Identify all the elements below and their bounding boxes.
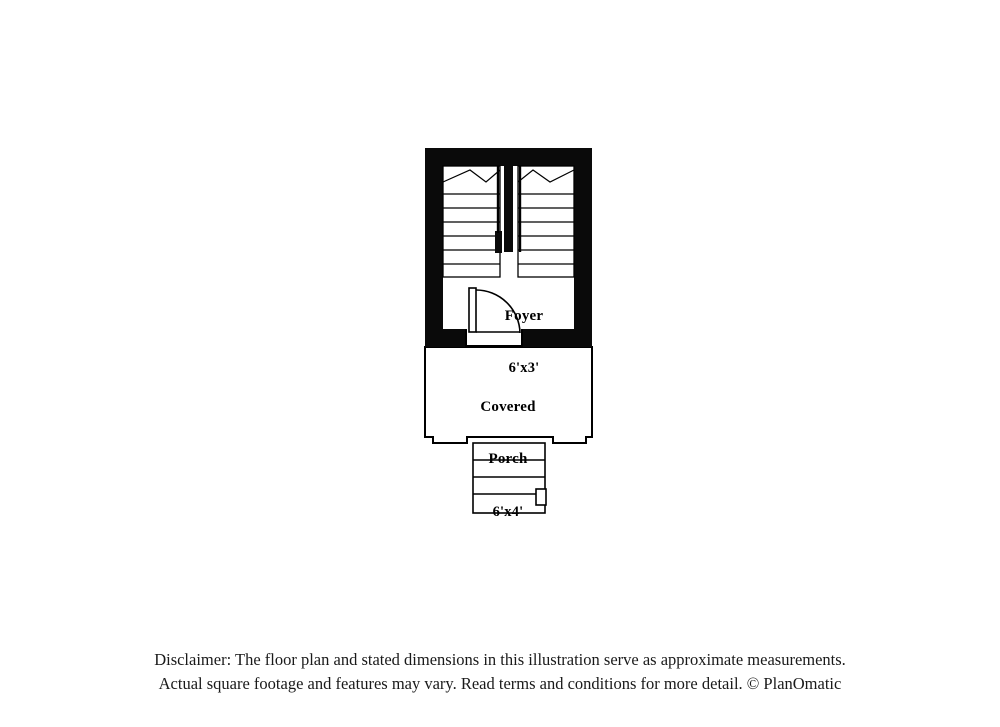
stair-run-right [518, 166, 574, 277]
center-partition-wall [504, 166, 513, 252]
disclaimer-line-2: Actual square footage and features may vary. Read terms and conditions for more detail. © PlanOmatic [158, 673, 842, 693]
room-label-covered-porch [432, 363, 584, 556]
room-dimensions-foyer: 6'x3' [508, 360, 540, 377]
room-name-covered-porch-line1: Covered [480, 398, 536, 415]
room-name-foyer: Foyer [504, 307, 544, 324]
room-name-covered-porch-line2: Porch [488, 451, 528, 468]
stair-run-left [443, 166, 502, 277]
disclaimer-line-1: Disclaimer: The floor plan and stated dimensions in this illustration serve as approximate measurements. [154, 650, 846, 669]
disclaimer-text [0, 648, 1000, 696]
room-dimensions-covered-porch: 6'x4' [492, 504, 524, 521]
